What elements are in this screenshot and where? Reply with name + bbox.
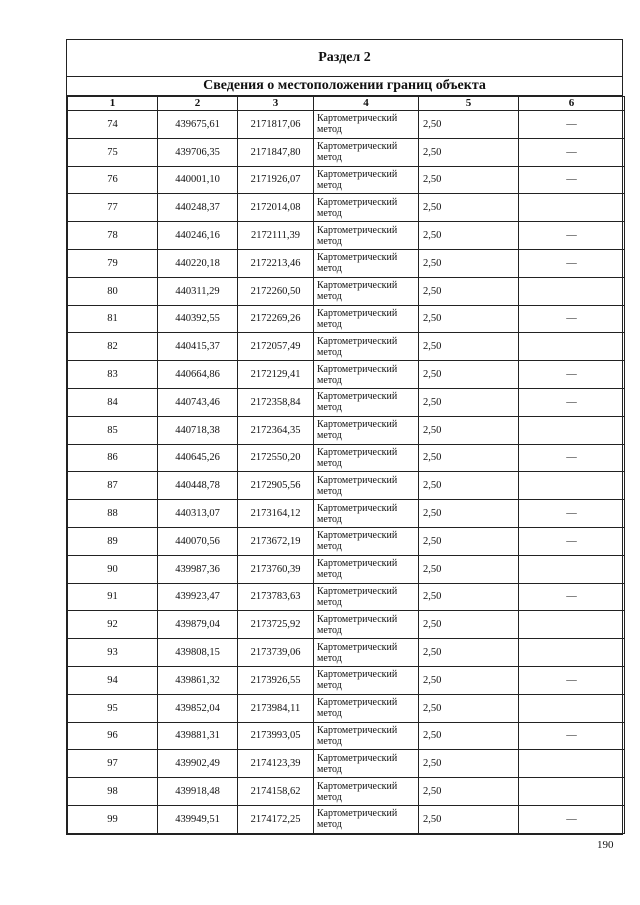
note-cell bbox=[519, 778, 625, 806]
x-coordinate-cell: 440645,26 bbox=[158, 444, 238, 472]
method-cell: Картометрический метод bbox=[314, 750, 419, 778]
x-coordinate-cell: 440415,37 bbox=[158, 333, 238, 361]
x-coordinate-cell: 440392,55 bbox=[158, 305, 238, 333]
note-cell bbox=[519, 416, 625, 444]
table-row bbox=[68, 277, 625, 305]
point-number-cell: 94 bbox=[68, 666, 158, 694]
error-cell: 2,50 bbox=[419, 639, 519, 667]
table-row bbox=[68, 583, 625, 611]
method-cell: Картометрический метод bbox=[314, 500, 419, 528]
method-cell: Картометрический метод bbox=[314, 388, 419, 416]
note-cell: — bbox=[519, 305, 625, 333]
note-cell bbox=[519, 277, 625, 305]
error-cell: 2,50 bbox=[419, 333, 519, 361]
error-cell: 2,50 bbox=[419, 583, 519, 611]
x-coordinate-cell: 440313,07 bbox=[158, 500, 238, 528]
y-coordinate-cell: 2173993,05 bbox=[238, 722, 314, 750]
table-row bbox=[68, 388, 625, 416]
y-coordinate-cell: 2173672,19 bbox=[238, 527, 314, 555]
y-coordinate-cell: 2174158,62 bbox=[238, 778, 314, 806]
method-cell: Картометрический метод bbox=[314, 138, 419, 166]
y-coordinate-cell: 2172111,39 bbox=[238, 222, 314, 250]
method-cell: Картометрический метод bbox=[314, 249, 419, 277]
method-cell: Картометрический метод bbox=[314, 805, 419, 833]
note-cell: — bbox=[519, 500, 625, 528]
y-coordinate-cell: 2172014,08 bbox=[238, 194, 314, 222]
method-cell: Картометрический метод bbox=[314, 694, 419, 722]
error-cell: 2,50 bbox=[419, 305, 519, 333]
x-coordinate-cell: 439949,51 bbox=[158, 805, 238, 833]
error-cell: 2,50 bbox=[419, 722, 519, 750]
x-coordinate-cell: 440448,78 bbox=[158, 472, 238, 500]
note-cell bbox=[519, 694, 625, 722]
table-header-row bbox=[68, 97, 625, 111]
x-coordinate-cell: 439808,15 bbox=[158, 639, 238, 667]
table-row bbox=[68, 416, 625, 444]
point-number-cell: 79 bbox=[68, 249, 158, 277]
x-coordinate-cell: 440743,46 bbox=[158, 388, 238, 416]
error-cell: 2,50 bbox=[419, 138, 519, 166]
point-number-cell: 88 bbox=[68, 500, 158, 528]
x-coordinate-cell: 440664,86 bbox=[158, 361, 238, 389]
error-cell: 2,50 bbox=[419, 111, 519, 139]
x-coordinate-cell: 440220,18 bbox=[158, 249, 238, 277]
section-subtitle: Сведения о местоположении границ объекта bbox=[67, 77, 622, 96]
x-coordinate-cell: 439879,04 bbox=[158, 611, 238, 639]
y-coordinate-cell: 2173164,12 bbox=[238, 500, 314, 528]
note-cell: — bbox=[519, 166, 625, 194]
section-title: Раздел 2 bbox=[67, 40, 622, 77]
error-cell: 2,50 bbox=[419, 416, 519, 444]
error-cell: 2,50 bbox=[419, 444, 519, 472]
y-coordinate-cell: 2174172,25 bbox=[238, 805, 314, 833]
x-coordinate-cell: 439861,32 bbox=[158, 666, 238, 694]
note-cell: — bbox=[519, 249, 625, 277]
error-cell: 2,50 bbox=[419, 361, 519, 389]
y-coordinate-cell: 2171926,07 bbox=[238, 166, 314, 194]
method-cell: Картометрический метод bbox=[314, 333, 419, 361]
point-number-cell: 86 bbox=[68, 444, 158, 472]
method-cell: Картометрический метод bbox=[314, 722, 419, 750]
point-number-cell: 85 bbox=[68, 416, 158, 444]
point-number-cell: 98 bbox=[68, 778, 158, 806]
x-coordinate-cell: 439923,47 bbox=[158, 583, 238, 611]
method-cell: Картометрический метод bbox=[314, 611, 419, 639]
y-coordinate-cell: 2174123,39 bbox=[238, 750, 314, 778]
boundary-table bbox=[67, 96, 625, 834]
table-row bbox=[68, 138, 625, 166]
point-number-cell: 81 bbox=[68, 305, 158, 333]
point-number-cell: 96 bbox=[68, 722, 158, 750]
error-cell: 2,50 bbox=[419, 750, 519, 778]
point-number-cell: 90 bbox=[68, 555, 158, 583]
x-coordinate-cell: 439852,04 bbox=[158, 694, 238, 722]
point-number-cell: 74 bbox=[68, 111, 158, 139]
point-number-cell: 84 bbox=[68, 388, 158, 416]
method-cell: Картометрический метод bbox=[314, 416, 419, 444]
note-cell: — bbox=[519, 222, 625, 250]
y-coordinate-cell: 2172358,84 bbox=[238, 388, 314, 416]
method-cell: Картометрический метод bbox=[314, 111, 419, 139]
method-cell: Картометрический метод bbox=[314, 583, 419, 611]
y-coordinate-cell: 2171847,80 bbox=[238, 138, 314, 166]
x-coordinate-cell: 439918,48 bbox=[158, 778, 238, 806]
method-cell: Картометрический метод bbox=[314, 472, 419, 500]
method-cell: Картометрический метод bbox=[314, 666, 419, 694]
table-row bbox=[68, 639, 625, 667]
note-cell: — bbox=[519, 111, 625, 139]
column-header: 2 bbox=[158, 97, 238, 111]
y-coordinate-cell: 2173725,92 bbox=[238, 611, 314, 639]
error-cell: 2,50 bbox=[419, 249, 519, 277]
error-cell: 2,50 bbox=[419, 555, 519, 583]
column-header: 3 bbox=[238, 97, 314, 111]
note-cell bbox=[519, 611, 625, 639]
y-coordinate-cell: 2172269,26 bbox=[238, 305, 314, 333]
method-cell: Картометрический метод bbox=[314, 527, 419, 555]
method-cell: Картометрический метод bbox=[314, 361, 419, 389]
table-row bbox=[68, 249, 625, 277]
method-cell: Картометрический метод bbox=[314, 194, 419, 222]
method-cell: Картометрический метод bbox=[314, 639, 419, 667]
column-header: 1 bbox=[68, 97, 158, 111]
x-coordinate-cell: 440718,38 bbox=[158, 416, 238, 444]
y-coordinate-cell: 2172550,20 bbox=[238, 444, 314, 472]
point-number-cell: 83 bbox=[68, 361, 158, 389]
error-cell: 2,50 bbox=[419, 694, 519, 722]
note-cell: — bbox=[519, 444, 625, 472]
note-cell bbox=[519, 555, 625, 583]
note-cell bbox=[519, 472, 625, 500]
note-cell: — bbox=[519, 138, 625, 166]
note-cell bbox=[519, 333, 625, 361]
point-number-cell: 77 bbox=[68, 194, 158, 222]
point-number-cell: 93 bbox=[68, 639, 158, 667]
page-number: 190 bbox=[597, 839, 614, 851]
table-row bbox=[68, 444, 625, 472]
note-cell: — bbox=[519, 722, 625, 750]
y-coordinate-cell: 2173739,06 bbox=[238, 639, 314, 667]
table-row bbox=[68, 222, 625, 250]
table-row bbox=[68, 666, 625, 694]
note-cell bbox=[519, 194, 625, 222]
error-cell: 2,50 bbox=[419, 666, 519, 694]
note-cell: — bbox=[519, 583, 625, 611]
method-cell: Картометрический метод bbox=[314, 222, 419, 250]
error-cell: 2,50 bbox=[419, 500, 519, 528]
method-cell: Картометрический метод bbox=[314, 778, 419, 806]
y-coordinate-cell: 2172260,50 bbox=[238, 277, 314, 305]
error-cell: 2,50 bbox=[419, 166, 519, 194]
error-cell: 2,50 bbox=[419, 277, 519, 305]
x-coordinate-cell: 440001,10 bbox=[158, 166, 238, 194]
y-coordinate-cell: 2173926,55 bbox=[238, 666, 314, 694]
table-row bbox=[68, 166, 625, 194]
y-coordinate-cell: 2173984,11 bbox=[238, 694, 314, 722]
error-cell: 2,50 bbox=[419, 778, 519, 806]
x-coordinate-cell: 439706,35 bbox=[158, 138, 238, 166]
point-number-cell: 97 bbox=[68, 750, 158, 778]
point-number-cell: 78 bbox=[68, 222, 158, 250]
error-cell: 2,50 bbox=[419, 194, 519, 222]
point-number-cell: 95 bbox=[68, 694, 158, 722]
point-number-cell: 75 bbox=[68, 138, 158, 166]
x-coordinate-cell: 439675,61 bbox=[158, 111, 238, 139]
note-cell: — bbox=[519, 361, 625, 389]
method-cell: Картометрический метод bbox=[314, 166, 419, 194]
table-row bbox=[68, 472, 625, 500]
note-cell bbox=[519, 639, 625, 667]
x-coordinate-cell: 440248,37 bbox=[158, 194, 238, 222]
table-row bbox=[68, 555, 625, 583]
error-cell: 2,50 bbox=[419, 527, 519, 555]
point-number-cell: 91 bbox=[68, 583, 158, 611]
point-number-cell: 76 bbox=[68, 166, 158, 194]
y-coordinate-cell: 2172364,35 bbox=[238, 416, 314, 444]
point-number-cell: 99 bbox=[68, 805, 158, 833]
method-cell: Картометрический метод bbox=[314, 305, 419, 333]
error-cell: 2,50 bbox=[419, 388, 519, 416]
table-row bbox=[68, 500, 625, 528]
x-coordinate-cell: 439987,36 bbox=[158, 555, 238, 583]
table-row bbox=[68, 194, 625, 222]
method-cell: Картометрический метод bbox=[314, 277, 419, 305]
column-header: 5 bbox=[419, 97, 519, 111]
y-coordinate-cell: 2172057,49 bbox=[238, 333, 314, 361]
point-number-cell: 87 bbox=[68, 472, 158, 500]
note-cell: — bbox=[519, 666, 625, 694]
error-cell: 2,50 bbox=[419, 222, 519, 250]
point-number-cell: 89 bbox=[68, 527, 158, 555]
column-header: 6 bbox=[519, 97, 625, 111]
note-cell: — bbox=[519, 805, 625, 833]
x-coordinate-cell: 440246,16 bbox=[158, 222, 238, 250]
table-row bbox=[68, 722, 625, 750]
column-header: 4 bbox=[314, 97, 419, 111]
point-number-cell: 80 bbox=[68, 277, 158, 305]
table-row bbox=[68, 778, 625, 806]
x-coordinate-cell: 440311,29 bbox=[158, 277, 238, 305]
y-coordinate-cell: 2172129,41 bbox=[238, 361, 314, 389]
note-cell: — bbox=[519, 388, 625, 416]
x-coordinate-cell: 440070,56 bbox=[158, 527, 238, 555]
method-cell: Картометрический метод bbox=[314, 444, 419, 472]
table-row bbox=[68, 611, 625, 639]
y-coordinate-cell: 2172905,56 bbox=[238, 472, 314, 500]
document-sheet bbox=[66, 39, 623, 835]
table-row bbox=[68, 305, 625, 333]
y-coordinate-cell: 2173783,63 bbox=[238, 583, 314, 611]
note-cell bbox=[519, 750, 625, 778]
error-cell: 2,50 bbox=[419, 805, 519, 833]
table-row bbox=[68, 361, 625, 389]
y-coordinate-cell: 2171817,06 bbox=[238, 111, 314, 139]
note-cell: — bbox=[519, 527, 625, 555]
table-row bbox=[68, 333, 625, 361]
x-coordinate-cell: 439881,31 bbox=[158, 722, 238, 750]
table-row bbox=[68, 750, 625, 778]
error-cell: 2,50 bbox=[419, 472, 519, 500]
error-cell: 2,50 bbox=[419, 611, 519, 639]
y-coordinate-cell: 2172213,46 bbox=[238, 249, 314, 277]
table-row bbox=[68, 111, 625, 139]
table-row bbox=[68, 694, 625, 722]
y-coordinate-cell: 2173760,39 bbox=[238, 555, 314, 583]
point-number-cell: 92 bbox=[68, 611, 158, 639]
table-row bbox=[68, 805, 625, 833]
x-coordinate-cell: 439902,49 bbox=[158, 750, 238, 778]
method-cell: Картометрический метод bbox=[314, 555, 419, 583]
table-row bbox=[68, 527, 625, 555]
point-number-cell: 82 bbox=[68, 333, 158, 361]
